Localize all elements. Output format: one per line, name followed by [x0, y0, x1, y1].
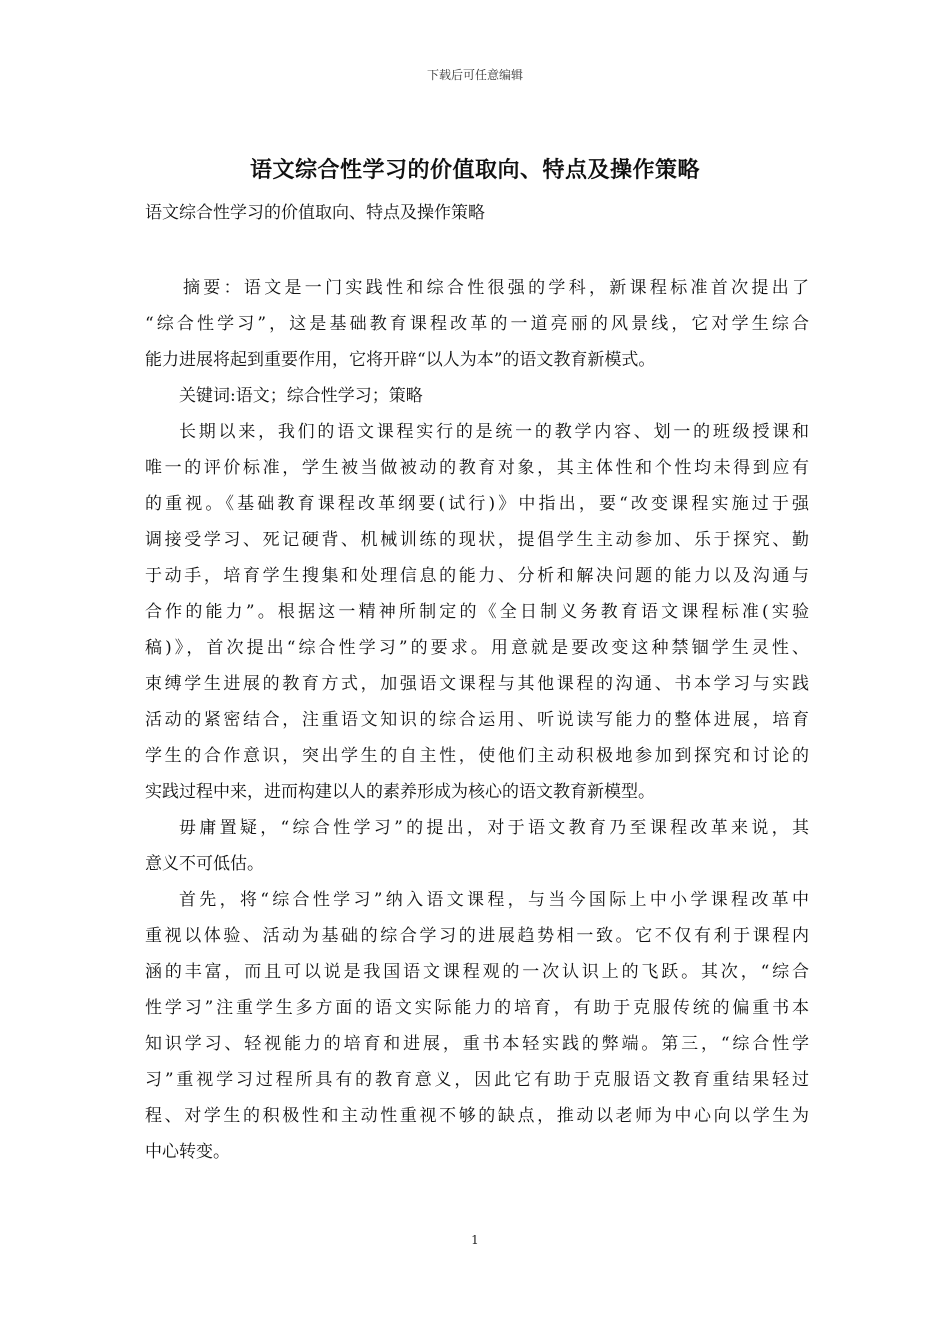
- abstract-line: “综合性学习”，这是基础教育课程改革的一道亮丽的风景线，它对学生综合: [145, 314, 809, 334]
- paragraph-line: 长期以来，我们的语文课程实行的是统一的教学内容、划一的班级授课和: [179, 422, 809, 442]
- paragraph-line: 重视以体验、活动为基础的综合学习的进展趋势相一致。它不仅有利于课程内: [145, 926, 809, 946]
- paragraph-line: 稿)》，首次提出“综合性学习”的要求。用意就是要改变这种禁锢学生灵性、: [145, 638, 809, 658]
- paragraph-line: 性学习”注重学生多方面的语文实际能力的培育，有助于克服传统的偏重书本: [145, 998, 809, 1018]
- paragraph-line: 调接受学习、死记硬背、机械训练的现状，提倡学生主动参加、乐于探究、勤: [145, 530, 809, 550]
- document-body: [145, 270, 809, 1170]
- paragraph-line: 知识学习、轻视能力的培育和进展，重书本轻实践的弊端。第三，“综合性学: [145, 1034, 809, 1054]
- page-header: 下载后可任意编辑: [426, 68, 523, 82]
- paragraph-line: 合作的能力”。根据这一精神所制定的《全日制义务教育语文课程标准(实验: [145, 602, 809, 622]
- document-subtitle: 语文综合性学习的价值取向、特点及操作策略: [145, 203, 485, 223]
- paragraph-line: 学生的合作意识，突出学生的自主性，使他们主动积极地参加到探究和讨论的: [145, 746, 809, 766]
- paragraph-line: 中心转变。: [145, 1142, 230, 1162]
- paragraph-line: 程、对学生的积极性和主动性重视不够的缺点，推动以老师为中心向以学生为: [145, 1106, 809, 1126]
- paragraph-line: 意义不可低估。: [145, 854, 264, 874]
- paragraph-line: 于动手，培育学生搜集和处理信息的能力、分析和解决问题的能力以及沟通与: [145, 566, 809, 586]
- abstract-line: 摘要：语文是一门实践性和综合性很强的学科，新课程标准首次提出了: [183, 278, 809, 298]
- paragraph-line: 实践过程中来，进而构建以人的素养形成为核心的语文教育新模型。: [145, 782, 655, 802]
- keywords-line: 关键词:语文；综合性学习；策略: [179, 386, 423, 406]
- paragraph-line: 唯一的评价标准，学生被当做被动的教育对象，其主体性和个性均未得到应有: [145, 458, 809, 478]
- paragraph-line: 的重视。《基础教育课程改革纲要(试行)》中指出，要“改变课程实施过于强: [145, 494, 809, 514]
- paragraph-line: 习”重视学习过程所具有的教育意义，因此它有助于克服语文教育重结果轻过: [145, 1070, 809, 1090]
- abstract-line: 能力进展将起到重要作用，它将开辟“以人为本”的语文教育新模式。: [145, 350, 656, 370]
- paragraph-line: 首先，将“综合性学习”纳入语文课程，与当今国际上中小学课程改革中: [179, 890, 809, 910]
- document-title: 语文综合性学习的价值取向、特点及操作策略: [249, 157, 700, 183]
- paragraph-line: 毋庸置疑，“综合性学习”的提出，对于语文教育乃至课程改革来说，其: [179, 818, 809, 838]
- paragraph-line: 活动的紧密结合，注重语文知识的综合运用、听说读写能力的整体进展，培育: [145, 710, 809, 730]
- paragraph-line: 束缚学生进展的教育方式，加强语文课程与其他课程的沟通、书本学习与实践: [145, 674, 809, 694]
- page-number: 1: [471, 1233, 479, 1247]
- paragraph-line: 涵的丰富，而且可以说是我国语文课程观的一次认识上的飞跃。其次，“综合: [145, 962, 809, 982]
